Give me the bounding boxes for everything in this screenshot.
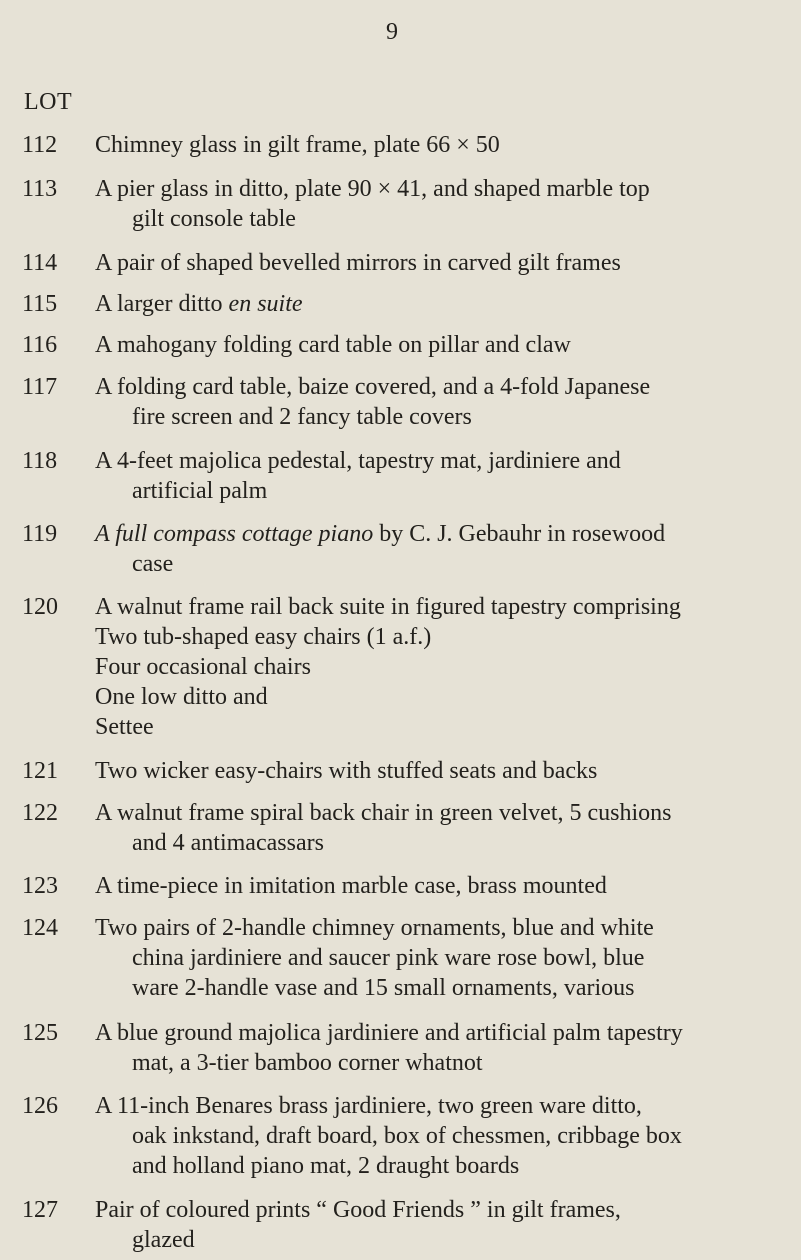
lot-column-header: LOT <box>24 89 73 115</box>
line-text: A walnut frame spiral back chair in green velvet, 5 cushions <box>95 800 672 826</box>
description-line <box>95 973 795 1003</box>
line-text: glazed <box>132 1227 195 1253</box>
line-text: One low ditto and <box>95 684 268 710</box>
line-text: A folding card table, baize covered, and a 4-fold Japanese <box>95 374 651 400</box>
description-line <box>95 174 795 204</box>
lot-number: 122 <box>22 800 58 826</box>
description-line <box>95 1225 795 1255</box>
line-text: china jardiniere and saucer pink ware rose bowl, blue <box>132 945 645 971</box>
line-text: by C. J. Gebauhr in rosewood <box>373 521 666 547</box>
line-text: Two wicker easy-chairs with stuffed seats and backs <box>95 758 598 784</box>
lot-description <box>95 330 795 360</box>
lot-description <box>95 592 795 742</box>
line-text: Settee <box>95 714 154 740</box>
lot-description <box>95 871 795 901</box>
description-line <box>95 592 795 622</box>
line-text: Two tub-shaped easy chairs (1 a.f.) <box>95 624 432 650</box>
description-line <box>95 622 795 652</box>
description-line <box>95 1018 795 1048</box>
line-text: oak inkstand, draft board, box of chessmen, cribbage box <box>132 1123 682 1149</box>
lot-number: 119 <box>22 521 58 547</box>
line-text: A larger ditto <box>95 291 229 317</box>
lot-number: 126 <box>22 1093 58 1119</box>
description-line <box>95 519 795 549</box>
lot-number: 115 <box>22 291 58 317</box>
lot-description <box>95 130 795 160</box>
lot-number: 123 <box>22 873 58 899</box>
lot-number: 113 <box>22 176 58 202</box>
description-line <box>95 1091 795 1121</box>
line-text: A pair of shaped bevelled mirrors in carved gilt frames <box>95 250 621 276</box>
lot-description <box>95 519 795 579</box>
line-text: and 4 antimacassars <box>132 830 324 856</box>
description-line <box>95 1151 795 1181</box>
line-text: A pier glass in ditto, plate 90 × 41, and shaped marble top <box>95 176 650 202</box>
description-line <box>95 798 795 828</box>
description-line <box>95 871 795 901</box>
description-line <box>95 652 795 682</box>
description-line <box>95 712 795 742</box>
lot-number: 118 <box>22 448 58 474</box>
lot-description <box>95 174 795 234</box>
description-line <box>95 372 795 402</box>
line-text: Chimney glass in gilt frame, plate 66 × 50 <box>95 132 500 158</box>
description-line <box>95 1195 795 1225</box>
line-text: A blue ground majolica jardiniere and artificial palm tapestry <box>95 1020 683 1046</box>
description-line <box>95 248 795 278</box>
description-line <box>95 476 795 506</box>
lot-description <box>95 913 795 1003</box>
lot-description <box>95 1195 795 1255</box>
description-line <box>95 289 795 319</box>
description-line <box>95 1048 795 1078</box>
lot-description <box>95 798 795 858</box>
line-text: ware 2-handle vase and 15 small ornaments, various <box>132 975 635 1001</box>
italic-text: en suite <box>228 291 303 317</box>
description-line <box>95 446 795 476</box>
lot-number: 120 <box>22 594 58 620</box>
description-line <box>95 943 795 973</box>
line-text: Four occasional chairs <box>95 654 311 680</box>
page-number: 9 <box>386 19 398 45</box>
lot-number: 125 <box>22 1020 58 1046</box>
line-text: and holland piano mat, 2 draught boards <box>132 1153 520 1179</box>
lot-description <box>95 756 795 786</box>
lot-description <box>95 446 795 506</box>
line-text: A time-piece in imitation marble case, brass mounted <box>95 873 607 899</box>
description-line <box>95 756 795 786</box>
lot-number: 124 <box>22 915 58 941</box>
lot-number: 114 <box>22 250 58 276</box>
line-text: artificial palm <box>132 478 268 504</box>
lot-number: 117 <box>22 374 58 400</box>
line-text: fire screen and 2 fancy table covers <box>132 404 472 430</box>
line-text: A 4-feet majolica pedestal, tapestry mat, jardiniere and <box>95 448 621 474</box>
description-line <box>95 204 795 234</box>
line-text: case <box>132 551 174 577</box>
line-text: A mahogany folding card table on pillar and claw <box>95 332 571 358</box>
lot-description <box>95 289 795 319</box>
lot-number: 116 <box>22 332 58 358</box>
line-text: gilt console table <box>132 206 296 232</box>
lot-description <box>95 1091 795 1181</box>
lot-number: 127 <box>22 1197 58 1223</box>
line-text: A 11-inch Benares brass jardiniere, two green ware ditto, <box>95 1093 642 1119</box>
lot-description <box>95 1018 795 1078</box>
description-line <box>95 913 795 943</box>
description-line <box>95 1121 795 1151</box>
description-line <box>95 549 795 579</box>
description-line <box>95 330 795 360</box>
lot-number: 112 <box>22 132 58 158</box>
lot-description <box>95 372 795 432</box>
lot-description <box>95 248 795 278</box>
description-line <box>95 828 795 858</box>
line-text: Pair of coloured prints “ Good Friends ” in gilt frames, <box>95 1197 621 1223</box>
description-line <box>95 682 795 712</box>
lot-number: 121 <box>22 758 58 784</box>
description-line <box>95 130 795 160</box>
italic-text: A full compass cottage piano <box>95 521 374 547</box>
line-text: Two pairs of 2-handle chimney ornaments, blue and white <box>95 915 654 941</box>
description-line <box>95 402 795 432</box>
line-text: A walnut frame rail back suite in figured tapestry comprising <box>95 594 681 620</box>
line-text: mat, a 3-tier bamboo corner whatnot <box>132 1050 483 1076</box>
